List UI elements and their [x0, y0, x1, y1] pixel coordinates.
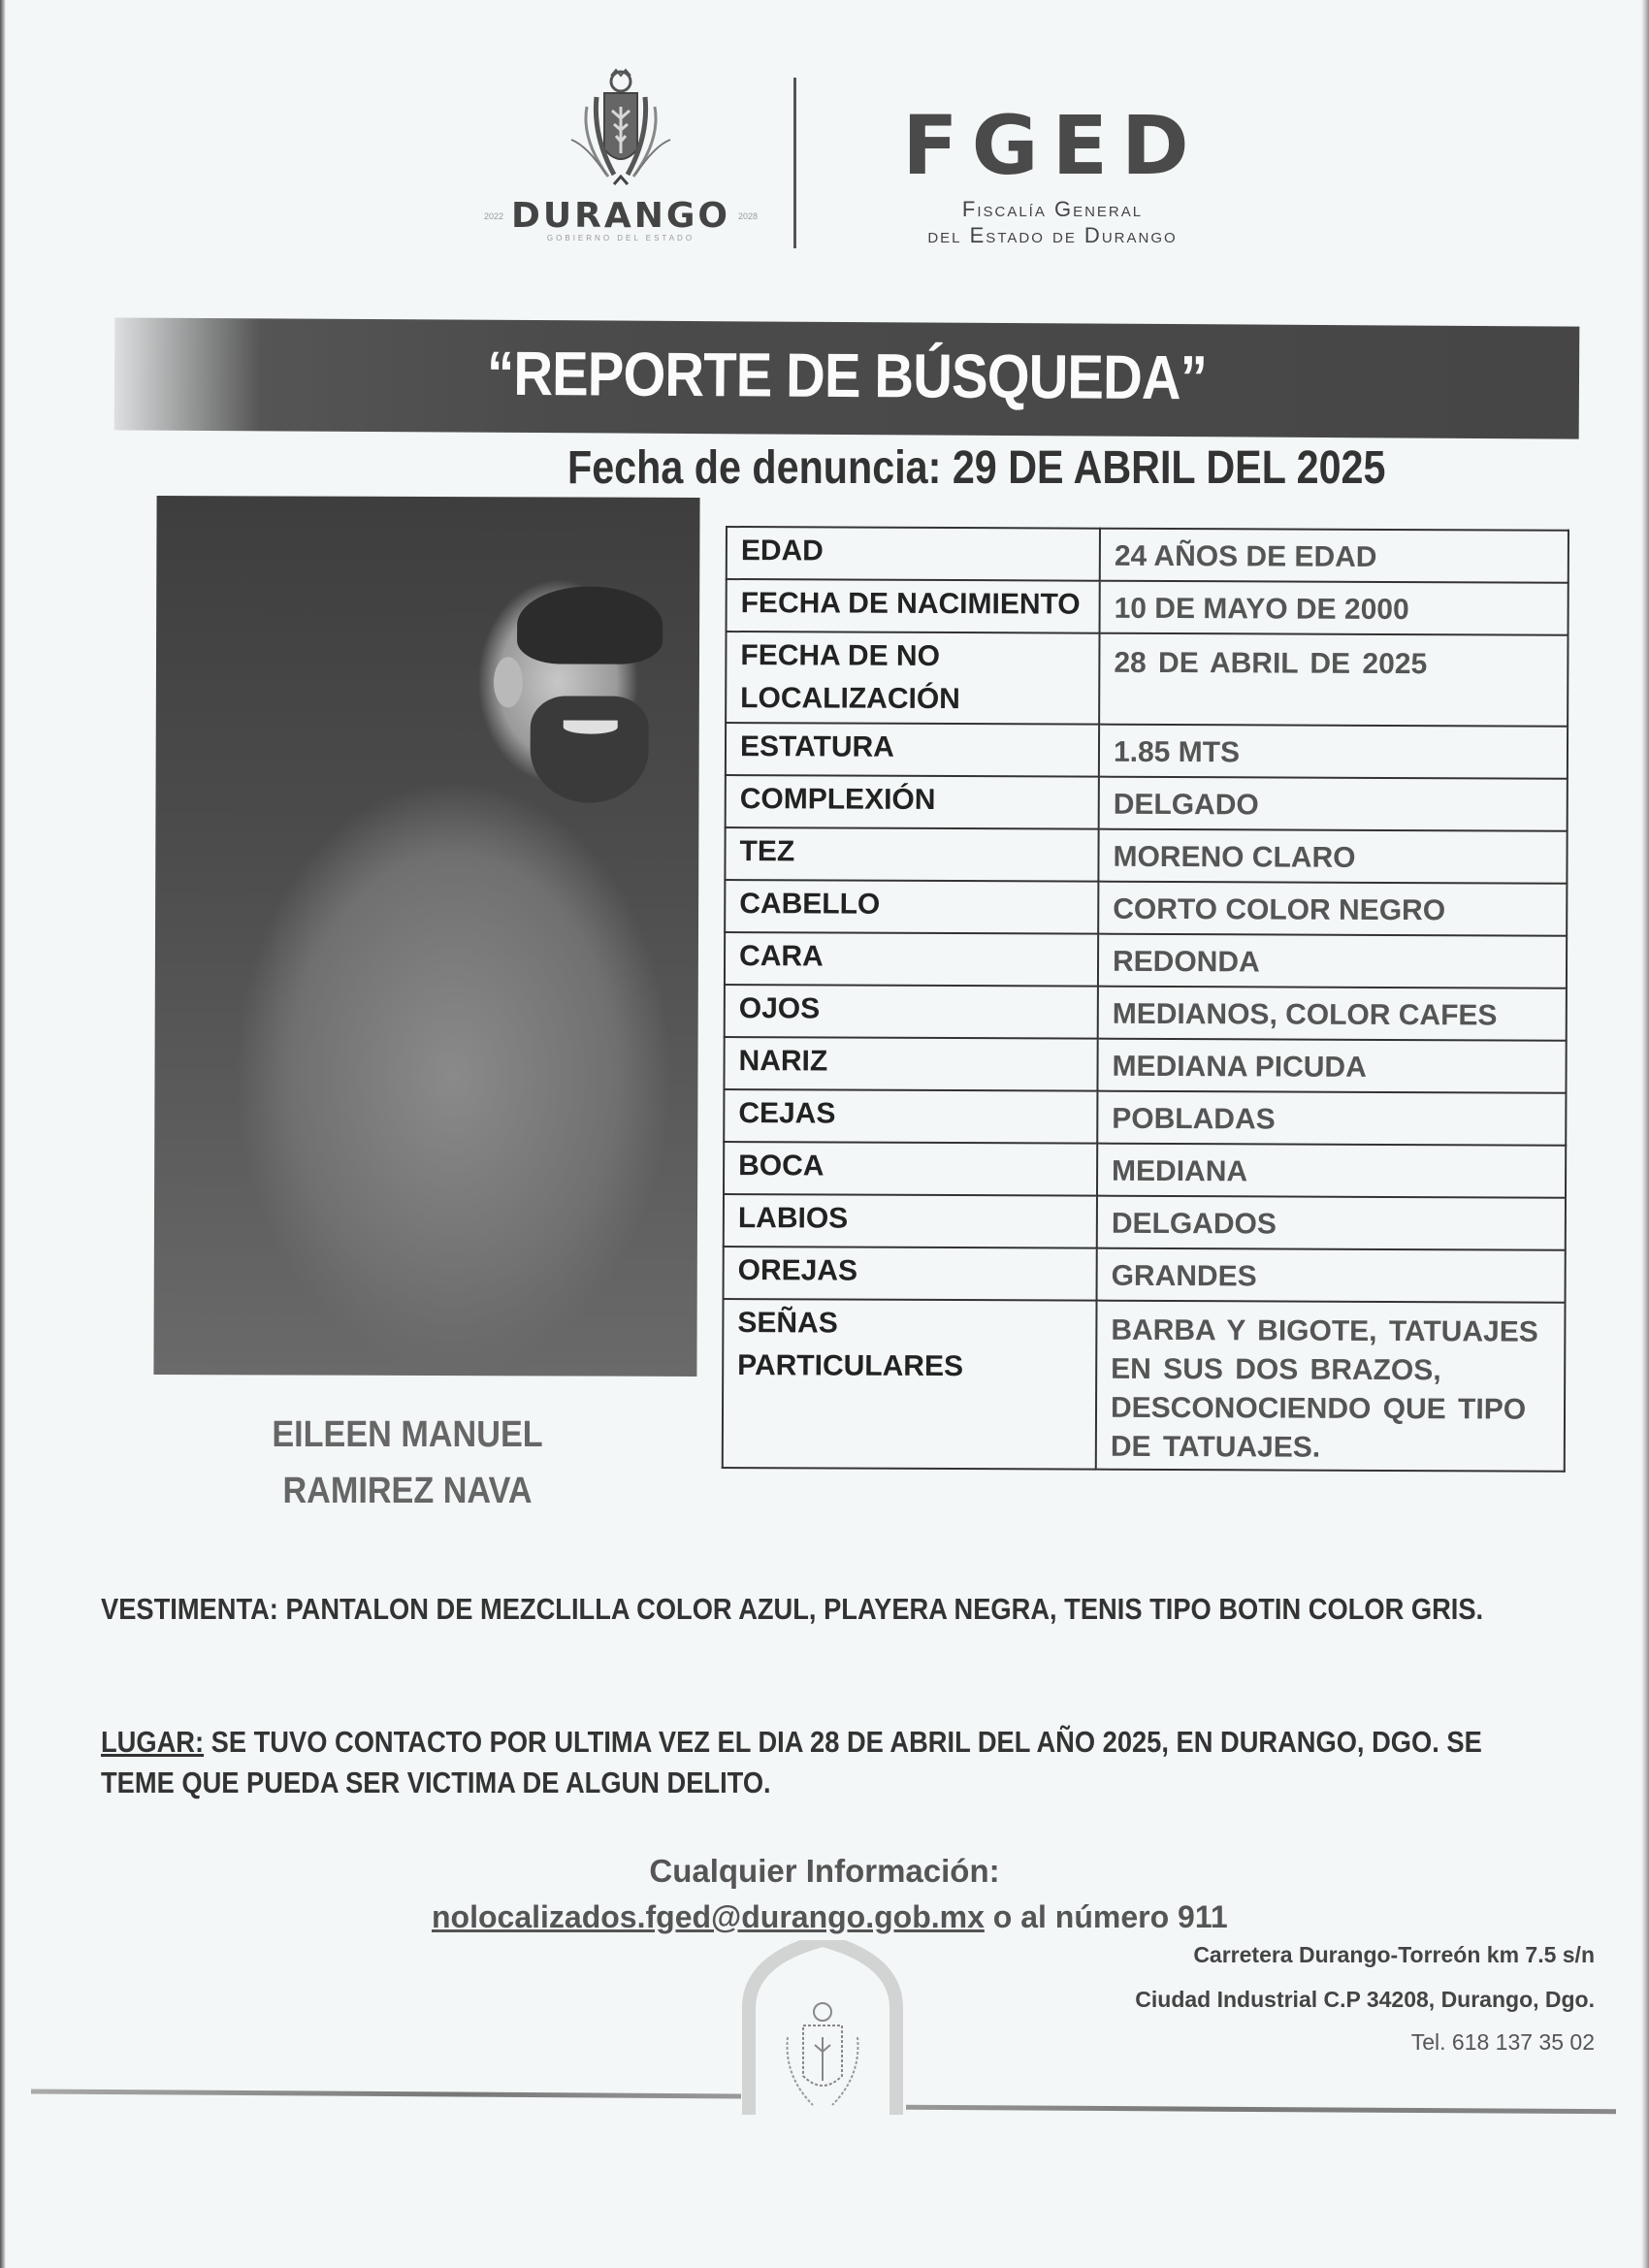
feature-label: LABIOS	[724, 1194, 1097, 1248]
feature-value: DELGADO	[1099, 777, 1568, 831]
feature-value: CORTO COLOR NEGRO	[1098, 882, 1567, 936]
feature-row	[725, 985, 1567, 1041]
footer-rule	[906, 2105, 1616, 2114]
contact-phone-text: o al número 911	[984, 1899, 1228, 1934]
feature-value: REDONDA	[1098, 934, 1567, 988]
feature-row	[724, 1037, 1566, 1093]
feature-row	[726, 723, 1568, 779]
feature-label: BOCA	[724, 1142, 1097, 1196]
address-line-2: Ciudad Industrial C.P 34208, Durango, Dgo.	[1135, 1987, 1595, 2012]
feature-value: 28 DE ABRIL DE 2025	[1099, 633, 1568, 727]
durango-coat-of-arms-icon	[558, 68, 684, 194]
feature-label: TEZ	[725, 827, 1098, 882]
person-name-line2: RAMIREZ NAVA	[282, 1471, 533, 1511]
feature-label: CARA	[725, 932, 1098, 987]
photo-beard	[530, 696, 648, 802]
feature-label: COMPLEXIÓN	[726, 775, 1099, 829]
feature-row	[725, 932, 1567, 988]
title-banner	[114, 317, 1580, 438]
place-text: SE TUVO CONTACTO POR ULTIMA VEZ EL DIA 28 DE ABRIL DEL AÑO 2025, EN DURANGO, DGO. SE TEME QUE PUEDA SER VICTIMA DE ALGUN DELITO.	[101, 1725, 1482, 1799]
state-name: DURANGO	[511, 196, 730, 236]
feature-row	[727, 527, 1568, 583]
feature-value: 24 AÑOS DE EDAD	[1100, 529, 1568, 583]
clothing-description	[101, 1589, 1546, 1630]
missing-person-photo	[153, 496, 699, 1377]
address-line-1: Carretera Durango-Torreón km 7.5 s/n	[1193, 1942, 1595, 1967]
footer-rule	[31, 2089, 741, 2098]
clothing-text: PANTALON DE MEZCLILLA COLOR AZUL, PLAYERA NEGRA, TENIS TIPO BOTIN COLOR GRIS.	[277, 1592, 1484, 1626]
term-end-year: 2028	[737, 211, 759, 221]
feature-label: OJOS	[725, 985, 1098, 1039]
agency-logo	[863, 98, 1242, 248]
physical-features-table	[722, 526, 1569, 1473]
feature-label: CEJAS	[724, 1089, 1097, 1144]
feature-value: 1.85 MTS	[1099, 725, 1568, 779]
feature-label: FECHA DE NACIMIENTO	[727, 579, 1100, 633]
feature-label: NARIZ	[724, 1037, 1097, 1091]
durango-emblem-icon	[739, 1940, 906, 2115]
feature-value: POBLADAS	[1097, 1091, 1566, 1146]
feature-value: MEDIANA	[1097, 1144, 1566, 1198]
feature-label: SEÑAS PARTICULARES	[723, 1299, 1097, 1470]
photo-smile	[564, 720, 618, 733]
report-date-label: Fecha de denuncia:	[567, 442, 942, 494]
feature-value: DELGADOS	[1097, 1196, 1566, 1250]
feature-label: OREJAS	[724, 1247, 1097, 1301]
person-name-line1: EILEEN MANUEL	[272, 1414, 543, 1455]
feature-value: MEDIANOS, COLOR CAFES	[1098, 987, 1567, 1041]
contact-title: Cualquier Información:	[649, 1853, 1000, 1889]
government-subtitle: GOBIERNO DEL ESTADO	[546, 234, 695, 243]
feature-row	[727, 579, 1568, 635]
feature-label: FECHA DE NO LOCALIZACIÓN	[726, 632, 1099, 725]
feature-row	[724, 1194, 1566, 1250]
feature-value: BARBA Y BIGOTE, TATUAJES EN SUS DOS BRAZOS, DESCONOCIENDO QUE TIPO DE TATUAJES.	[1096, 1301, 1566, 1472]
scan-edge	[1641, 0, 1649, 2268]
place-description	[101, 1722, 1546, 1803]
address-phone: Tel. 618 137 35 02	[1410, 2029, 1595, 2055]
feature-row	[725, 880, 1567, 936]
contact-email-link[interactable]: nolocalizados.fged@durango.gob.mx	[432, 1899, 985, 1934]
feature-row	[726, 775, 1568, 831]
feature-value: 10 DE MAYO DE 2000	[1100, 581, 1568, 635]
feature-row	[724, 1142, 1566, 1198]
feature-row	[723, 1299, 1566, 1472]
feature-row	[724, 1089, 1566, 1146]
photo-ear	[494, 657, 523, 707]
term-start-year: 2022	[483, 211, 503, 221]
scan-edge	[0, 0, 6, 2268]
government-logo	[466, 68, 776, 252]
contact-line	[432, 1899, 1228, 1935]
feature-label: CABELLO	[725, 880, 1098, 934]
person-name	[215, 1407, 599, 1519]
header-divider	[793, 78, 796, 248]
feature-row	[724, 1247, 1566, 1303]
photo-hair	[517, 586, 663, 664]
feature-row	[726, 632, 1568, 727]
feature-label: ESTATURA	[726, 723, 1099, 777]
place-label: LUGAR:	[101, 1725, 205, 1759]
feature-value: MEDIANA PICUDA	[1097, 1039, 1566, 1093]
clothing-label: VESTIMENTA:	[101, 1592, 278, 1626]
feature-value: MORENO CLARO	[1098, 829, 1567, 884]
report-date	[567, 441, 1385, 495]
feature-row	[725, 827, 1567, 884]
feature-value: GRANDES	[1097, 1248, 1566, 1303]
agency-name-line1: Fiscalía General	[961, 197, 1144, 221]
feature-label: EDAD	[727, 527, 1100, 581]
agency-name-line2: del Estado de Durango	[927, 223, 1178, 247]
report-date-value: 29 DE ABRIL DEL 2025	[952, 442, 1386, 494]
document-title: “REPORTE DE BÚSQUEDA”	[486, 338, 1208, 413]
agency-acronym: FGED	[902, 98, 1203, 193]
